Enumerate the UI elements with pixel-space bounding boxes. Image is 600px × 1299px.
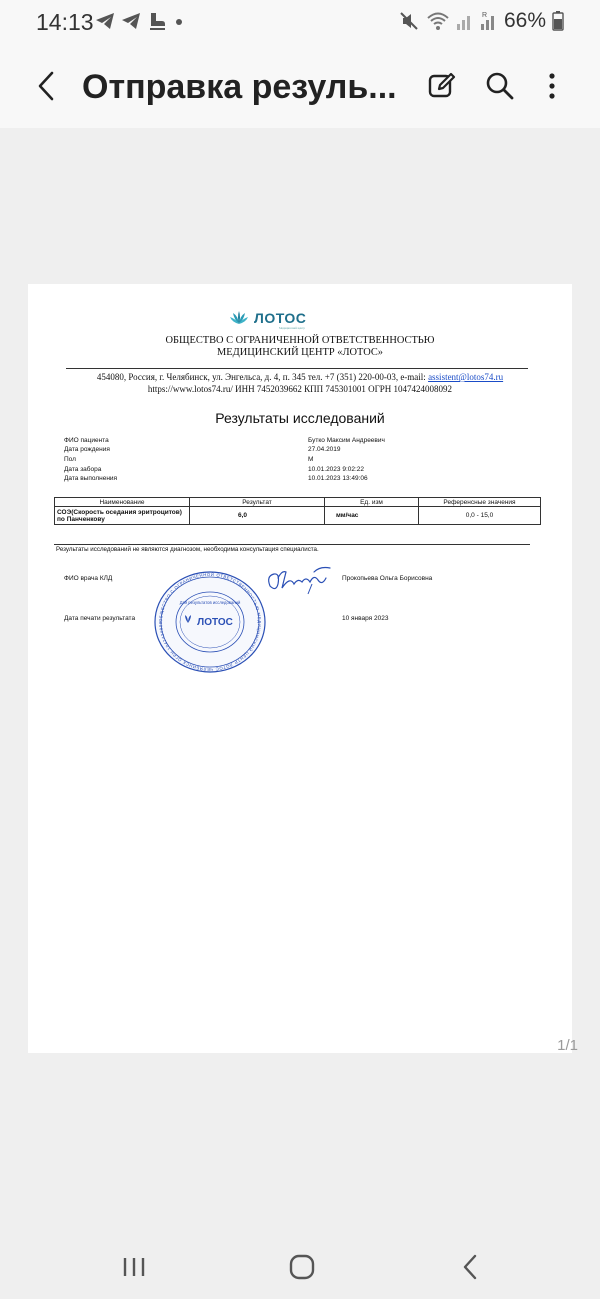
home-button[interactable] — [282, 1250, 322, 1284]
page-indicator: 1/1 — [557, 1037, 578, 1054]
column-header-unit: Ед. изм — [325, 498, 419, 507]
document-page[interactable] — [28, 284, 572, 1053]
back-button[interactable] — [26, 66, 66, 106]
org-name-line2: МЕДИЦИНСКИЙ ЦЕНТР «ЛОТОС» — [217, 347, 383, 358]
svg-text:ОБЩЕСТВО С ОГРАНИЧЕННОЙ ОТВЕТС: ОБЩЕСТВО С ОГРАНИЧЕННОЙ ОТВЕТСТВЕННОСТЬЮ МЕДИЦИНСКИЙ ЦЕНТР ЛОТОС ЧЕЛЯБИНСК ОГРН 1047424008 — [157, 571, 263, 673]
mute-icon — [398, 10, 420, 32]
document-heading: Результаты исследований — [215, 410, 385, 426]
doctor-label: ФИО врача КЛД — [64, 575, 113, 582]
patient-name-label: ФИО пациента — [64, 437, 109, 444]
column-header-result: Результат — [190, 498, 325, 507]
completion-date-label: Дата выполнения — [64, 475, 118, 482]
completion-date-value: 10.01.2023 13:49:06 — [308, 475, 368, 482]
test-reference: 0,0 - 15,0 — [419, 507, 541, 525]
table-row — [55, 507, 541, 525]
signal-icon — [456, 10, 474, 32]
address-line — [28, 372, 572, 382]
status-bar — [0, 0, 600, 46]
logo-text: ЛОТОС — [254, 310, 307, 326]
sex-value: М — [308, 456, 314, 463]
stamp-text: Для результатов исследований — [179, 600, 241, 605]
recent-apps-button[interactable] — [114, 1250, 154, 1284]
divider — [54, 544, 530, 545]
registry-line: https://www.lotos74.ru/ ИНН 7452039662 КПП 745301001 ОГРН 1047424008092 — [147, 384, 453, 394]
test-result: 6,0 — [190, 507, 325, 525]
org-name-line1: ОБЩЕСТВО С ОГРАНИЧЕННОЙ ОТВЕТСТВЕННОСТЬЮ — [165, 335, 435, 346]
address-text: 454080, Россия, г. Челябинск, ул. Энгельса, д. 4, п. 345 тел. +7 (351) 220-00-03, e-mail: — [96, 372, 426, 382]
more-dot-icon — [173, 11, 185, 31]
logo-subtitle: Медицинский центр — [279, 326, 306, 330]
clinic-stamp — [152, 570, 268, 674]
back-arrow-icon — [36, 70, 56, 102]
home-icon — [288, 1253, 316, 1281]
column-header-reference: Референсные значения — [419, 498, 541, 507]
back-icon — [460, 1253, 480, 1281]
stamp-logo-text: ЛОТОС — [197, 617, 233, 628]
notification-icons — [95, 11, 185, 31]
doctor-signature — [264, 564, 334, 598]
edit-icon — [427, 71, 457, 101]
results-table — [54, 497, 541, 525]
more-vertical-icon — [548, 72, 556, 100]
search-button[interactable] — [482, 68, 518, 104]
email-link[interactable]: assistent@lotos74.ru — [428, 372, 504, 382]
lotus-icon — [230, 311, 248, 325]
wifi-icon — [426, 10, 450, 32]
birth-date-value: 27.04.2019 — [308, 446, 341, 453]
back-nav-button[interactable] — [450, 1250, 490, 1284]
more-options-button[interactable] — [534, 68, 570, 104]
signal-roaming-icon — [480, 10, 498, 32]
patient-name-value: Бутко Максим Андреевич — [308, 437, 385, 444]
skate-icon — [147, 11, 167, 31]
recent-apps-icon — [121, 1255, 147, 1279]
battery-percent: 66% — [503, 9, 546, 32]
divider — [66, 368, 528, 369]
print-date-value: 10 января 2023 — [342, 615, 389, 622]
birth-date-label: Дата рождения — [64, 446, 110, 453]
sample-date-value: 10.01.2023 9:02:22 — [308, 466, 365, 473]
column-header-name: Наименование — [55, 498, 190, 507]
navigation-bar — [0, 1236, 600, 1299]
app-bar — [0, 46, 600, 128]
svg-text:R: R — [481, 12, 488, 19]
page-title: Отправка резуль... — [82, 68, 397, 106]
clinic-logo — [230, 310, 306, 326]
test-name: СОЭ(Скорость оседания эритроцитов) по Панченкову — [55, 507, 190, 525]
doctor-name: Прокопьева Ольга Борисовна — [342, 575, 433, 582]
telegram-icon — [95, 12, 115, 30]
telegram-icon — [121, 12, 141, 30]
edit-button[interactable] — [424, 68, 460, 104]
sample-date-label: Дата забора — [64, 466, 102, 473]
sex-label: Пол — [64, 456, 76, 463]
print-date-label: Дата печати результата — [64, 615, 136, 622]
search-icon — [485, 71, 515, 101]
test-unit: мм/час — [325, 507, 419, 525]
disclaimer-text: Результаты исследований не являются диагнозом, необходима консультация специалиста. — [56, 546, 319, 553]
status-time: 14:13 — [36, 9, 94, 35]
battery-icon — [552, 10, 564, 32]
table-header-row — [55, 498, 541, 507]
